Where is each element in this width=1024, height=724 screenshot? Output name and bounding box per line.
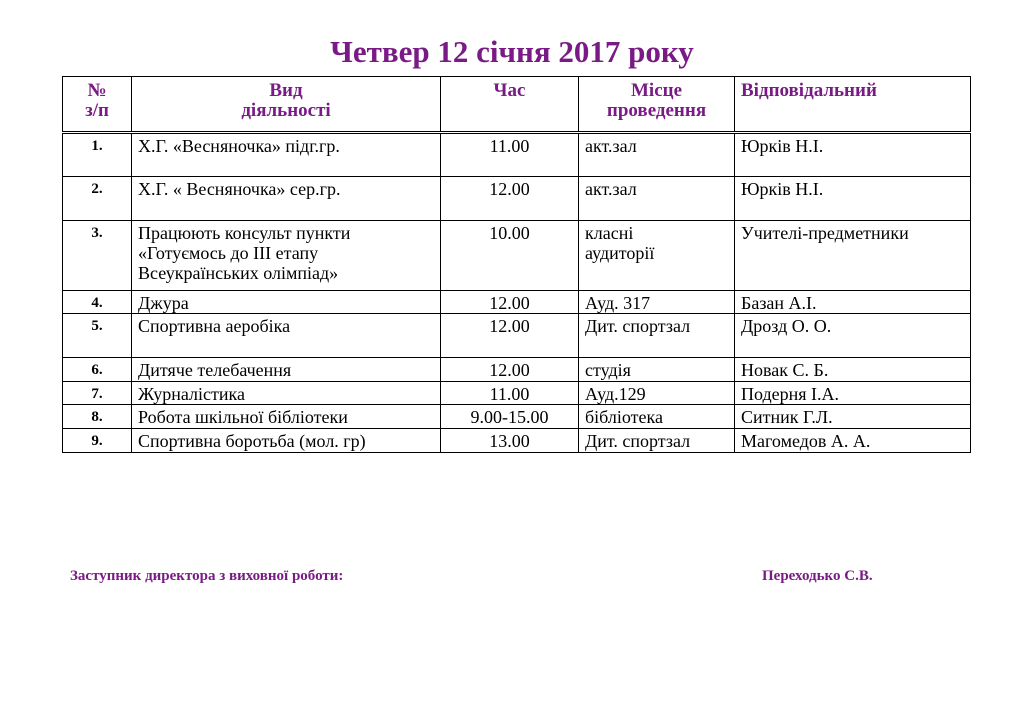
activity-line: Робота шкільної бібліотеки bbox=[138, 407, 348, 427]
row-place bbox=[579, 382, 735, 405]
row-time: 12.00 bbox=[441, 291, 579, 314]
place-line: бібліотека bbox=[585, 407, 663, 427]
row-activity bbox=[132, 291, 441, 314]
row-time: 11.00 bbox=[441, 382, 579, 405]
row-responsible: Юрків Н.І. bbox=[735, 177, 971, 221]
row-place bbox=[579, 133, 735, 177]
row-number: 2. bbox=[63, 177, 132, 221]
table-row bbox=[63, 314, 971, 358]
row-number: 3. bbox=[63, 221, 132, 291]
place-line: акт.зал bbox=[585, 136, 637, 156]
activity-line: Джура bbox=[138, 293, 189, 313]
row-activity bbox=[132, 133, 441, 177]
row-place bbox=[579, 314, 735, 358]
table-row bbox=[63, 221, 971, 291]
row-responsible: Магомедов А. А. bbox=[735, 429, 971, 453]
header-responsible-label: Відповідальний bbox=[741, 80, 877, 101]
row-place bbox=[579, 221, 735, 291]
signature-role: Заступник директора з виховної роботи: bbox=[70, 568, 344, 584]
row-time: 12.00 bbox=[441, 358, 579, 382]
place-line: студія bbox=[585, 360, 631, 380]
activity-line: Х.Г. «Весняночка» підг.гр. bbox=[138, 136, 340, 156]
header-activity-line: Вид bbox=[269, 80, 303, 101]
header-responsible bbox=[735, 77, 971, 133]
row-number: 4. bbox=[63, 291, 132, 314]
row-activity bbox=[132, 405, 441, 429]
header-num bbox=[63, 77, 132, 133]
row-responsible: Базан А.І. bbox=[735, 291, 971, 314]
table-row bbox=[63, 291, 971, 314]
row-time: 9.00-15.00 bbox=[441, 405, 579, 429]
row-place bbox=[579, 358, 735, 382]
table-header-row bbox=[63, 77, 971, 133]
header-place-line: проведення bbox=[606, 100, 707, 121]
place-line: Дит. спортзал bbox=[585, 431, 691, 451]
header-place-line: Місце bbox=[630, 80, 683, 101]
row-time: 12.00 bbox=[441, 177, 579, 221]
row-responsible: Дрозд О. О. bbox=[735, 314, 971, 358]
row-activity bbox=[132, 177, 441, 221]
row-time: 10.00 bbox=[441, 221, 579, 291]
row-responsible: Учителі-предметники bbox=[735, 221, 971, 291]
row-place bbox=[579, 405, 735, 429]
header-place bbox=[579, 77, 735, 133]
row-activity bbox=[132, 221, 441, 291]
row-time: 11.00 bbox=[441, 133, 579, 177]
header-num-line: № bbox=[87, 80, 107, 101]
table-row bbox=[63, 429, 971, 453]
row-number: 7. bbox=[63, 382, 132, 405]
row-activity bbox=[132, 358, 441, 382]
place-line: Ауд. 317 bbox=[585, 293, 651, 313]
row-number: 8. bbox=[63, 405, 132, 429]
row-responsible: Юрків Н.І. bbox=[735, 133, 971, 177]
signature-name: Переходько С.В. bbox=[762, 568, 873, 584]
row-activity bbox=[132, 429, 441, 453]
row-place bbox=[579, 291, 735, 314]
place-line: Дит. спортзал bbox=[585, 316, 691, 336]
row-number: 6. bbox=[63, 358, 132, 382]
row-number: 9. bbox=[63, 429, 132, 453]
activity-line: Журналістика bbox=[138, 384, 245, 404]
activity-line: Х.Г. « Весняночка» сер.гр. bbox=[138, 179, 341, 199]
row-responsible: Новак С. Б. bbox=[735, 358, 971, 382]
activity-line: Спортивна боротьба (мол. гр) bbox=[138, 431, 366, 451]
row-activity bbox=[132, 314, 441, 358]
activity-line: Дитяче телебачення bbox=[138, 360, 292, 380]
place-line: аудиторії bbox=[585, 243, 655, 263]
schedule-table bbox=[62, 76, 971, 453]
page-title: Четвер 12 січня 2017 року bbox=[330, 34, 694, 69]
table-row bbox=[63, 133, 971, 177]
row-number: 1. bbox=[63, 133, 132, 177]
activity-line: Працюють консульт пункти bbox=[138, 223, 351, 243]
row-responsible: Подерня І.А. bbox=[735, 382, 971, 405]
header-num-line: з/п bbox=[85, 100, 109, 121]
activity-line: Всеукраїнських олімпіад» bbox=[138, 263, 339, 283]
activity-line: «Готуємось до ІІІ етапу bbox=[138, 243, 319, 263]
row-number: 5. bbox=[63, 314, 132, 358]
row-place bbox=[579, 429, 735, 453]
place-line: Ауд.129 bbox=[585, 384, 646, 404]
table-row bbox=[63, 358, 971, 382]
place-line: класні bbox=[585, 223, 634, 243]
header-time bbox=[441, 77, 579, 133]
table-row bbox=[63, 405, 971, 429]
table-row bbox=[63, 177, 971, 221]
row-time: 12.00 bbox=[441, 314, 579, 358]
header-activity bbox=[132, 77, 441, 133]
row-responsible: Ситник Г.Л. bbox=[735, 405, 971, 429]
table-row bbox=[63, 382, 971, 405]
header-activity-line: діяльності bbox=[241, 100, 331, 121]
row-place bbox=[579, 177, 735, 221]
place-line: акт.зал bbox=[585, 179, 637, 199]
row-activity bbox=[132, 382, 441, 405]
activity-line: Спортивна аеробіка bbox=[138, 316, 291, 336]
header-time-label: Час bbox=[493, 80, 526, 101]
row-time: 13.00 bbox=[441, 429, 579, 453]
